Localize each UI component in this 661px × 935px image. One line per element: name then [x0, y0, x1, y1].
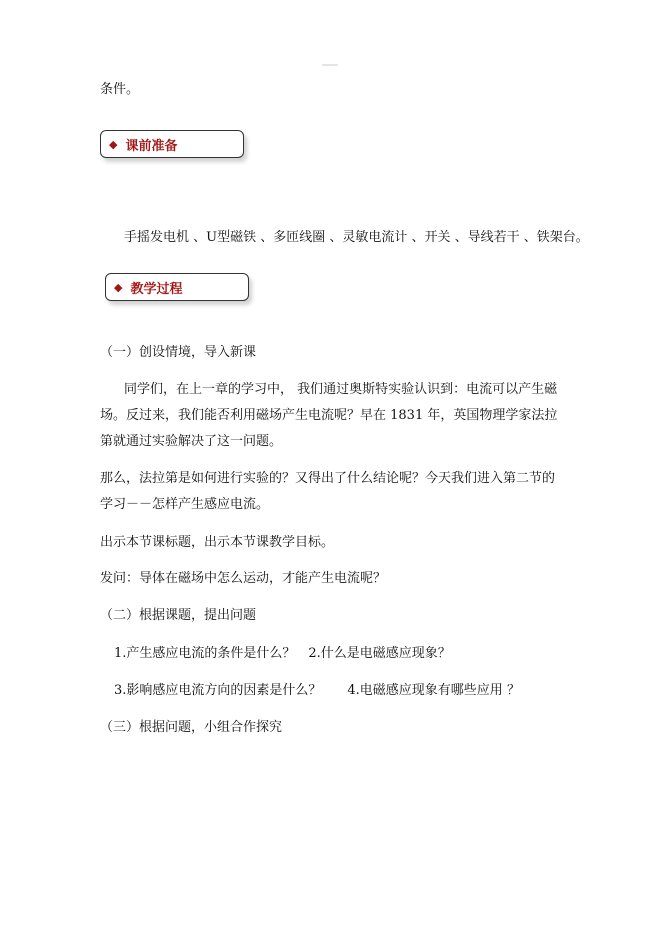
section-title: 课前准备 [125, 138, 178, 154]
paragraph-line: 出示本节课标题，出示本节课教学目标。 [100, 535, 335, 550]
paragraph-line: 学习－－怎样产生感应电流。 [100, 497, 270, 512]
paragraph-line: 发问：导体在磁场中怎么运动，才能产生电流呢？ [100, 571, 387, 586]
section-title: 教学过程 [130, 281, 183, 297]
paragraph-line: 第就通过实验解决了这一问题。 [100, 434, 283, 449]
section-header-prep [100, 130, 244, 158]
step-title: （一）创设情境，导入新课 [100, 345, 257, 360]
text-line: 条件。 [100, 82, 140, 97]
paragraph-line: 那么，法拉第是如何进行实验的？又得出了什么结论呢？今天我们进入第二节的 [100, 471, 556, 486]
section-header-process [105, 273, 249, 301]
decorative-mark [322, 64, 338, 66]
question-line: 3.影响感应电流方向的因素是什么？ 4.电磁感应现象有哪些应用 ？ [114, 683, 520, 698]
question-line: 1.产生感应电流的条件是什么？ 2.什么是电磁感应现象？ [114, 646, 451, 661]
paragraph-line: 场。反过来，我们能否利用磁场产生电流呢？早在 1831 年，英国物理学家法拉 [100, 408, 558, 423]
paragraph-line: 同学们，在上一章的学习中， 我们通过奥斯特实验认识到：电流可以产生磁 [124, 382, 558, 397]
step-title: （三）根据问题，小组合作探究 [100, 720, 283, 735]
diamond-bullet-icon: ◆ [109, 137, 118, 151]
step-title: （二）根据课题，提出问题 [100, 608, 257, 623]
diamond-bullet-icon: ◆ [114, 280, 123, 294]
materials-line: 手摇发电机 、U型磁铁 、多匝线圈 、灵敏电流计 、开关 、导线若干 、铁架台。 [124, 230, 589, 245]
